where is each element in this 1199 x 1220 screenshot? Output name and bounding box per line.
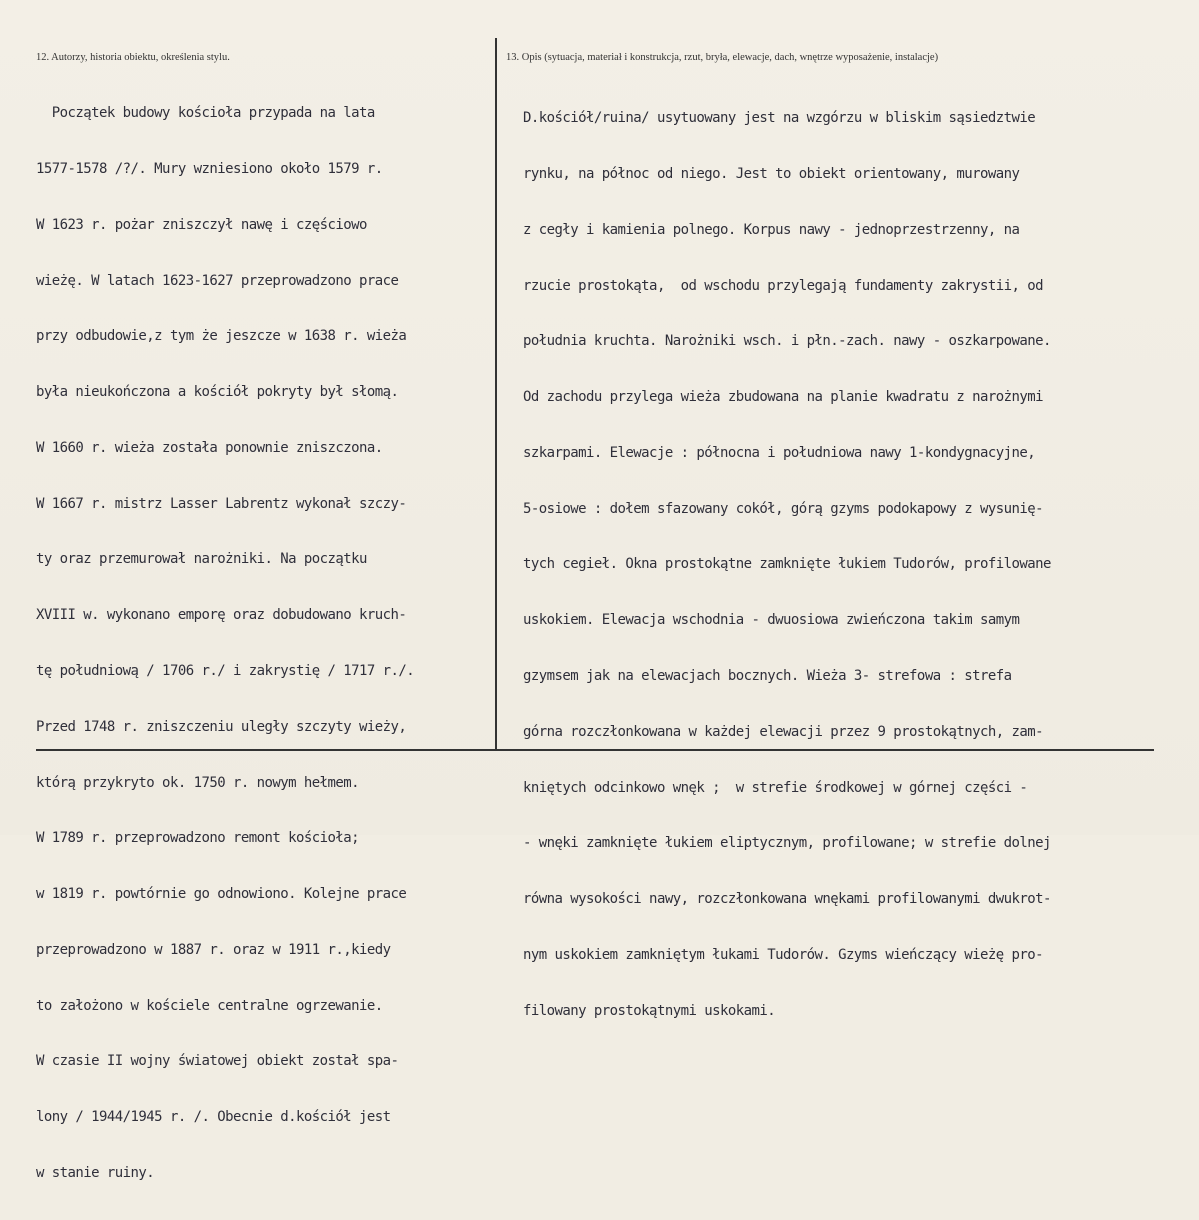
text-line: Początek budowy kościoła przypada na lata bbox=[36, 105, 375, 122]
text-line: górna rozczłonkowana w każdej elewacji przez 9 prostokątnych, zam- bbox=[523, 723, 1043, 740]
text-line: lony / 1944/1945 r. /. Obecnie d.kościół jest bbox=[36, 1109, 391, 1126]
text-line: XVIII w. wykonano emporę oraz dobudowano kruch- bbox=[36, 607, 407, 624]
text-line: W 1789 r. przeprowadzono remont kościoła; bbox=[36, 830, 360, 847]
text-line: uskokiem. Elewacja wschodnia - dwuosiowa zwieńczona takim samym bbox=[523, 612, 1020, 629]
text-line: z cegły i kamienia polnego. Korpus nawy - jednoprzestrzenny, na bbox=[523, 221, 1020, 238]
text-line: równa wysokości nawy, rozczłonkowana wnękami profilowanymi dwukrot- bbox=[523, 891, 1051, 908]
text-line: - wnęki zamknięte łukiem eliptycznym, profilowane; w strefie dolnej bbox=[523, 835, 1051, 852]
text-line: kniętych odcinkowo wnęk ; w strefie środkowej w górnej części - bbox=[523, 779, 1028, 796]
text-line: którą przykryto ok. 1750 r. nowym hełmem. bbox=[36, 774, 360, 791]
column-divider bbox=[495, 38, 497, 750]
text-line: w 1819 r. powtórnie go odnowiono. Kolejne prace bbox=[36, 886, 407, 903]
section-12-text bbox=[36, 67, 414, 1220]
text-line: Przed 1748 r. zniszczeniu uległy szczyty wieży, bbox=[36, 718, 407, 735]
text-line: południa kruchta. Narożniki wsch. i płn.-zach. nawy - oszkarpowane. bbox=[523, 333, 1051, 350]
text-line: W 1623 r. pożar zniszczył nawę i częściowo bbox=[36, 216, 367, 233]
text-line: gzymsem jak na elewacjach bocznych. Wieża 3- strefowa : strefa bbox=[523, 668, 1012, 684]
text-line: przeprowadzono w 1887 r. oraz w 1911 r.,kiedy bbox=[36, 941, 391, 958]
text-line: szkarpami. Elewacje : północna i południowa nawy 1-kondygnacyjne, bbox=[523, 444, 1036, 461]
text-line: rynku, na północ od niego. Jest to obiekt orientowany, murowany bbox=[523, 165, 1020, 182]
text-line: W czasie II wojny światowej obiekt został spa- bbox=[36, 1053, 399, 1070]
text-line: 5-osiowe : dołem sfazowany cokół, górą gzyms podokapowy z wysunię- bbox=[523, 500, 1043, 517]
text-line: w stanie ruiny. bbox=[36, 1165, 155, 1182]
text-line: W 1667 r. mistrz Lasser Labrentz wykonał szczy- bbox=[36, 495, 407, 512]
text-line: Od zachodu przylega wieża zbudowana na planie kwadratu z narożnymi bbox=[523, 389, 1043, 406]
text-line: tę południową / 1706 r./ i zakrystię / 1717 r./. bbox=[36, 663, 415, 679]
text-line: 1577-1578 /?/. Mury wzniesiono około 1579 r. bbox=[36, 160, 383, 177]
text-line: wieżę. W latach 1623-1627 przeprowadzono prace bbox=[36, 272, 399, 289]
text-line: D.kościół/ruina/ usytuowany jest na wzgórzu w bliskim sąsiedztwie bbox=[523, 110, 1036, 127]
text-line: ty oraz przemurował narożniki. Na początku bbox=[36, 551, 367, 568]
text-line: rzucie prostokąta, od wschodu przylegają fundamenty zakrystii, od bbox=[523, 277, 1043, 294]
text-line: nym uskokiem zamkniętym łukami Tudorów. Gzyms wieńczący wieżę pro- bbox=[523, 946, 1043, 963]
text-line: była nieukończona a kościół pokryty był słomą. bbox=[36, 384, 399, 401]
text-line: to założono w kościele centralne ogrzewanie. bbox=[36, 997, 383, 1014]
text-line: filowany prostokątnymi uskokami. bbox=[523, 1002, 776, 1019]
text-line: W 1660 r. wieża została ponownie zniszczona. bbox=[36, 439, 383, 456]
text-line: przy odbudowie,z tym że jeszcze w 1638 r. wieża bbox=[36, 328, 407, 345]
section-13-heading: 13. Opis (sytuacja, materiał i konstrukcja, rzut, bryła, elewacje, dach, wnętrze wyposażenie, instalacje) bbox=[506, 52, 939, 63]
section-13-text bbox=[523, 72, 1051, 1057]
text-line: tych cegieł. Okna prostokątne zamknięte łukiem Tudorów, profilowane bbox=[523, 556, 1051, 573]
section-12-heading: 12. Autorzy, historia obiektu, określenia stylu. bbox=[36, 52, 230, 63]
